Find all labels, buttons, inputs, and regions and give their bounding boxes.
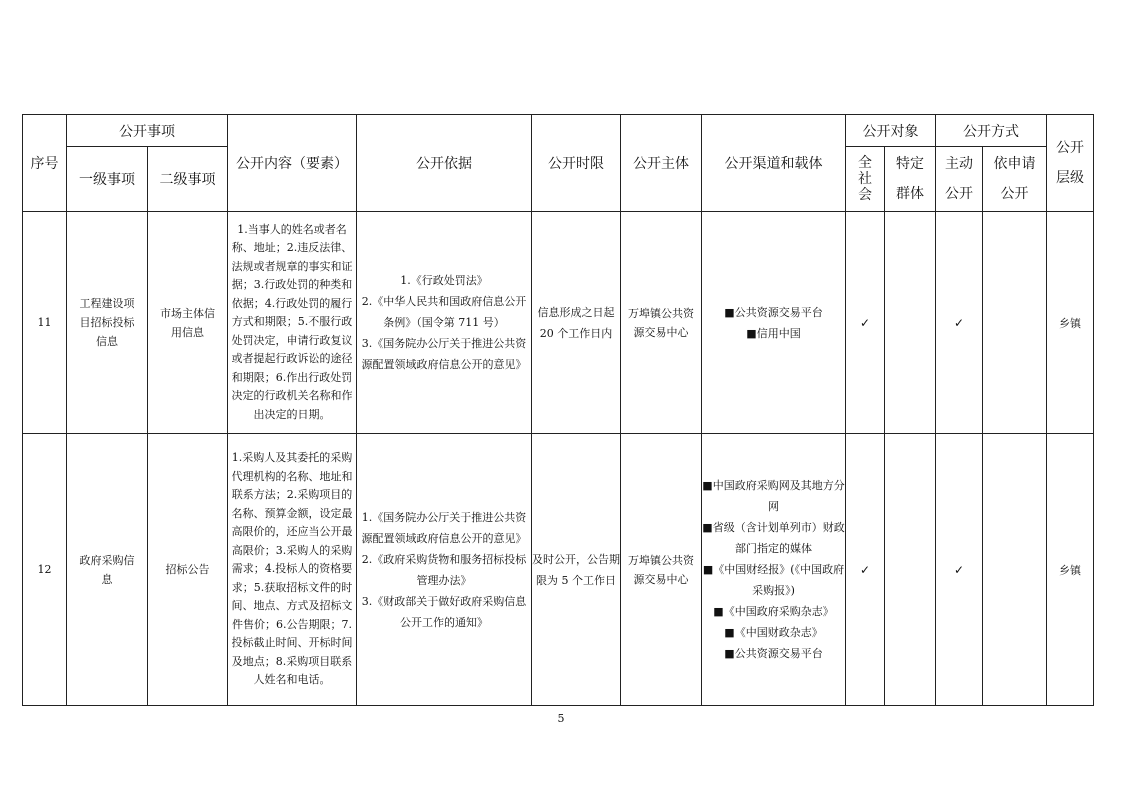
header-method-active-line-2: 公开 [945, 186, 973, 202]
row-level: 乡镇 [1047, 434, 1094, 706]
header-channel: 公开渠道和载体 [702, 115, 846, 212]
header-level2: 二级事项 [148, 147, 228, 212]
row-level1-text: 政府采购信息 [79, 553, 135, 586]
row-time-limit [532, 434, 621, 706]
row-subject-text: 万埠镇公共资源交易中心 [628, 553, 694, 586]
row-seq: 12 [23, 434, 67, 706]
row-channel [702, 212, 846, 434]
row-content-text: 1.采购人及其委托的采购代理机构的名称、地址和联系方法；2.采购项目的名称、预算金额，设定最高限价的，还应当公开最高限价；3.采购人的采购需求；4.投标人的资格要求；5.获取招标文件的时间、地点、方式及招标文件售价；6.公告期限；7.投标截止时间、开标时间及地点；8.采购项目联系人姓名和电话。 [231, 451, 353, 687]
row-time-limit [532, 212, 621, 434]
header-level1: 一级事项 [67, 147, 148, 212]
channel-item: ■《中国财政杂志》 [724, 626, 823, 639]
row-level2 [148, 434, 228, 706]
header-target-group: 公开对象 [846, 115, 936, 147]
table-row [23, 212, 1094, 434]
channel-item: ■信用中国 [746, 326, 801, 340]
row-target-specific [885, 212, 936, 434]
header-target-all-char-1: 全 [858, 155, 872, 171]
row-subject [621, 434, 702, 706]
header-level-line-2: 层级 [1056, 170, 1084, 186]
header-level [1047, 115, 1094, 212]
row-level2-text: 市场主体信用信息 [160, 306, 215, 339]
basis-item: 1.《行政处罚法》 [400, 274, 488, 287]
header-items-group: 公开事项 [67, 115, 228, 147]
basis-item: 3.《国务院办公厅关于推进公共资源配置领域政府信息公开的意见》 [361, 337, 527, 371]
header-subject: 公开主体 [621, 115, 702, 212]
channel-item: ■中国政府采购网及其地方分网 [702, 479, 845, 513]
row-method-active-check-icon: ✓ [936, 212, 983, 434]
header-time-limit: 公开时限 [532, 115, 621, 212]
header-level-line-1: 公开 [1056, 140, 1084, 156]
row-subject-text: 万埠镇公共资源交易中心 [628, 306, 694, 339]
channel-item: ■公共资源交易平台 [724, 647, 823, 660]
basis-item: 1.《国务院办公厅关于推进公共资源配置领域政府信息公开的意见》 [361, 510, 527, 545]
row-level1 [67, 434, 148, 706]
row-channel [702, 434, 846, 706]
row-method-request [983, 212, 1047, 434]
row-level1-text: 工程建设项目招标投标信息 [79, 297, 135, 348]
row-level1 [67, 212, 148, 434]
row-method-request [983, 434, 1047, 706]
header-method-request [983, 147, 1047, 212]
row-seq: 11 [23, 212, 67, 434]
basis-item: 2.《中华人民共和国政府信息公开条例》（国令第 711 号） [361, 295, 527, 329]
row-level2-text: 招标公告 [165, 563, 210, 576]
row-target-all-check-icon: ✓ [846, 212, 885, 434]
row-basis [357, 434, 532, 706]
row-level: 乡镇 [1047, 212, 1094, 434]
basis-item: 3.《财政部关于做好政府采购信息公开工作的通知》 [361, 594, 527, 629]
row-time-limit-text: 信息形成之日起 20 个工作日内 [537, 305, 615, 340]
header-method-active [936, 147, 983, 212]
header-row-1 [23, 115, 1094, 147]
channel-item: ■《中国政府采购杂志》 [713, 605, 834, 618]
channel-item: ■《中国财经报》(《中国政府采购报》) [702, 563, 845, 597]
header-basis: 公开依据 [357, 115, 532, 212]
header-content: 公开内容（要素） [228, 115, 357, 212]
row-target-specific [885, 434, 936, 706]
row-content [228, 434, 357, 706]
disclosure-table [22, 114, 1094, 706]
header-target-all [846, 147, 885, 212]
header-target-all-char-3: 会 [858, 187, 872, 203]
page-number: 5 [557, 712, 565, 725]
row-content [228, 212, 357, 434]
header-target-specific-line-2: 群体 [896, 186, 924, 202]
channel-item: ■公共资源交易平台 [724, 305, 823, 319]
header-method-request-line-2: 公开 [1000, 186, 1029, 202]
header-target-specific-line-1: 特定 [896, 156, 924, 172]
row-subject [621, 212, 702, 434]
header-method-request-line-1: 依申请 [993, 156, 1036, 172]
row-method-active-check-icon: ✓ [936, 434, 983, 706]
channel-item: ■省级（含计划单列市）财政部门指定的媒体 [702, 521, 845, 555]
header-method-group: 公开方式 [936, 115, 1047, 147]
row-time-limit-text: 及时公开，公告期限为 5 个工作日 [532, 552, 620, 587]
header-method-active-line-1: 主动 [945, 156, 973, 172]
header-seq: 序号 [23, 115, 67, 212]
header-target-all-char-2: 社 [858, 171, 872, 187]
basis-item: 2.《政府采购货物和服务招标投标管理办法》 [361, 552, 527, 587]
header-target-specific [885, 147, 936, 212]
row-level2 [148, 212, 228, 434]
row-target-all-check-icon: ✓ [846, 434, 885, 706]
row-basis [357, 212, 532, 434]
row-content-text: 1.当事人的姓名或者名称、地址；2.违反法律、法规或者规章的事实和证据；3.行政处罚的种类和依据；4.行政处罚的履行方式和期限；5.不服行政处罚决定，申请行政复议或者提起行政诉讼的途径和期限；6.作出行政处罚决定的行政机关名称和作出决定的日期。 [231, 222, 353, 421]
table-row [23, 434, 1094, 706]
